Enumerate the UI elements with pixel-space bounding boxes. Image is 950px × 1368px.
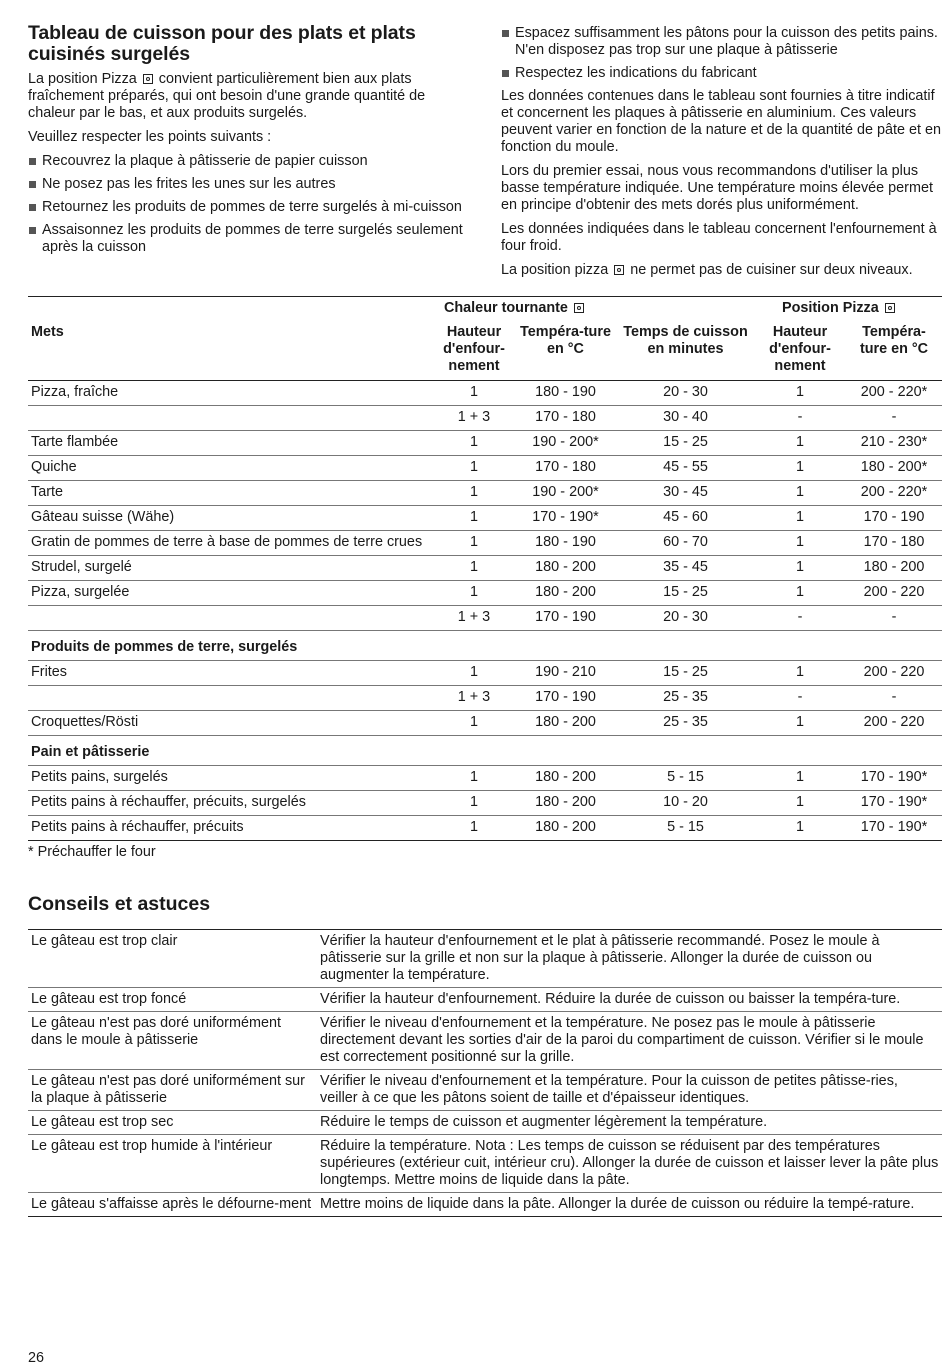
cell-hauteur: 1 + 3 (434, 606, 514, 631)
pizza-note-end: ne permet pas de cuisiner sur deux niveaux. (630, 262, 913, 278)
document-page (28, 22, 942, 1217)
tip-row (28, 988, 942, 1012)
cell-temperature: 170 - 180 (514, 456, 617, 481)
cell-temperature-pizza: 200 - 220 (846, 711, 942, 736)
table-row (28, 381, 942, 406)
cooking-table-body (28, 381, 942, 841)
cell-temperature-pizza: 200 - 220* (846, 381, 942, 406)
col-temperature-pizza: Tempéra-ture en °C (846, 321, 942, 381)
pizza-note (501, 262, 942, 279)
tip-solution: Mettre moins de liquide dans la pâte. Allonger la durée de cuisson ou réduire la tempé-rature. (317, 1193, 942, 1217)
tip-solution: Vérifier la hauteur d'enfournement et le plat à pâtisserie recommandé. Posez le moule à pâtisserie sur la grille et non sur la plaque à pâtisserie. Allonger la durée de cuisson ou augmenter la température. (317, 930, 942, 988)
cell-duree: 15 - 25 (617, 661, 754, 686)
tip-problem: Le gâteau est trop humide à l'intérieur (28, 1135, 317, 1193)
pizza-note-start: La position pizza (501, 262, 609, 278)
cell-hauteur-pizza: 1 (754, 381, 846, 406)
cell-hauteur-pizza: 1 (754, 661, 846, 686)
cell-temperature: 190 - 200* (514, 481, 617, 506)
tips-table (28, 929, 942, 1217)
col-temps-cuisson: Temps de cuisson en minutes (617, 321, 754, 381)
cell-mets: Petits pains à réchauffer, précuits (28, 816, 434, 841)
tip-solution: Réduire la température. Nota : Les temps de cuisson se réduisent par des températures supérieures (extérieur cuit, intérieur cru). Allonger la durée de cuisson et laisser lever la pâte plus longtemps. Mettre moins de liquide dans la pâte. (317, 1135, 942, 1193)
tip-row (28, 930, 942, 988)
section-heading: Produits de pommes de terre, surgelés (28, 631, 942, 661)
cell-hauteur-pizza: 1 (754, 766, 846, 791)
table-row (28, 556, 942, 581)
cell-hauteur: 1 (434, 481, 514, 506)
cell-mets: Croquettes/Rösti (28, 711, 434, 736)
info-paragraph: Les données indiquées dans le tableau concernent l'enfournement à four froid. (501, 221, 937, 254)
cell-hauteur-pizza: - (754, 606, 846, 631)
group-position-pizza (754, 297, 942, 322)
cell-temperature: 180 - 200 (514, 791, 617, 816)
cell-mets: Gâteau suisse (Wähe) (28, 506, 434, 531)
cell-temperature-pizza: 170 - 190* (846, 766, 942, 791)
cell-duree: 15 - 25 (617, 581, 754, 606)
cell-temperature: 170 - 180 (514, 406, 617, 431)
cell-duree: 30 - 40 (617, 406, 754, 431)
cell-temperature-pizza: 200 - 220 (846, 661, 942, 686)
bullet-item: Ne posez pas les frites les unes sur les autres (28, 176, 468, 193)
cell-mets: Gratin de pommes de terre à base de pommes de terre crues (28, 531, 434, 556)
section-heading: Pain et pâtisserie (28, 736, 942, 766)
cell-duree: 35 - 45 (617, 556, 754, 581)
group-header-row (28, 297, 942, 322)
tips-table-body (28, 930, 942, 1217)
cell-hauteur-pizza: - (754, 406, 846, 431)
cell-temperature-pizza: - (846, 406, 942, 431)
cell-temperature-pizza: - (846, 606, 942, 631)
cell-hauteur: 1 (434, 816, 514, 841)
table-row (28, 406, 942, 431)
cell-mets: Petits pains à réchauffer, précuits, surgelés (28, 791, 434, 816)
cell-duree: 45 - 60 (617, 506, 754, 531)
table-row (28, 606, 942, 631)
cell-hauteur: 1 (434, 581, 514, 606)
cell-duree: 15 - 25 (617, 431, 754, 456)
intro-paragraph-start: La position Pizza (28, 71, 137, 87)
cell-mets (28, 406, 434, 431)
cell-temperature-pizza: 170 - 190* (846, 791, 942, 816)
empty-header-cell (28, 297, 434, 322)
cell-mets: Tarte (28, 481, 434, 506)
tip-row (28, 1193, 942, 1217)
cell-temperature: 180 - 200 (514, 711, 617, 736)
cell-duree: 20 - 30 (617, 381, 754, 406)
cell-duree: 20 - 30 (617, 606, 754, 631)
table-row (28, 791, 942, 816)
cell-hauteur-pizza: 1 (754, 711, 846, 736)
cell-temperature-pizza: - (846, 686, 942, 711)
tip-row (28, 1012, 942, 1070)
group-pizza-label: Position Pizza (782, 300, 879, 316)
pizza-position-icon (614, 265, 624, 275)
cell-temperature-pizza: 170 - 190* (846, 816, 942, 841)
section-row (28, 631, 942, 661)
cell-hauteur: 1 (434, 791, 514, 816)
tip-problem: Le gâteau est trop clair (28, 930, 317, 988)
cell-duree: 60 - 70 (617, 531, 754, 556)
right-paragraphs (501, 88, 942, 255)
tip-solution: Vérifier le niveau d'enfournement et la température. Ne posez pas le moule à pâtisserie directement devant les sorties d'air de la paroi du compartiment de cuisson. Vérifier si le moule est correctement positionné sur la grille. (317, 1012, 942, 1070)
cell-temperature-pizza: 180 - 200 (846, 556, 942, 581)
intro-section (28, 22, 942, 286)
group-chaleur-tournante (434, 297, 754, 322)
cell-hauteur: 1 (434, 556, 514, 581)
intro-paragraph-end: convient particulièrement bien aux plats fraîchement préparés, qui ont besoin d'une grande quantité de chaleur par le bas, et aux produits surgelés. (28, 71, 426, 121)
tip-row (28, 1070, 942, 1111)
cell-temperature: 170 - 190 (514, 686, 617, 711)
cell-hauteur-pizza: 1 (754, 431, 846, 456)
cell-duree: 5 - 15 (617, 816, 754, 841)
intro-left-column (28, 22, 468, 286)
cell-temperature: 180 - 200 (514, 556, 617, 581)
cell-temperature: 180 - 200 (514, 816, 617, 841)
table-row (28, 431, 942, 456)
cell-hauteur: 1 (434, 431, 514, 456)
tip-solution: Vérifier la hauteur d'enfournement. Réduire la durée de cuisson ou baisser la tempéra-ture. (317, 988, 942, 1012)
pizza-position-icon (885, 303, 895, 313)
cell-temperature: 170 - 190 (514, 606, 617, 631)
cell-hauteur: 1 (434, 711, 514, 736)
table-row (28, 816, 942, 841)
cell-mets: Frites (28, 661, 434, 686)
cell-mets: Strudel, surgelé (28, 556, 434, 581)
intro-right-column (501, 22, 942, 286)
tip-problem: Le gâteau n'est pas doré uniformément dans le moule à pâtisserie (28, 1012, 317, 1070)
cell-temperature-pizza: 180 - 200* (846, 456, 942, 481)
cell-temperature: 190 - 210 (514, 661, 617, 686)
cell-hauteur: 1 (434, 661, 514, 686)
cell-duree: 45 - 55 (617, 456, 754, 481)
cell-hauteur: 1 (434, 766, 514, 791)
bullet-item: Retournez les produits de pommes de terre surgelés à mi-cuisson (28, 199, 468, 216)
intro-paragraph (28, 71, 468, 122)
page-number: 26 (28, 1350, 45, 1366)
cell-temperature: 180 - 190 (514, 531, 617, 556)
table-row (28, 481, 942, 506)
col-hauteur: Hauteur d'enfour-nement (434, 321, 514, 381)
cell-hauteur-pizza: 1 (754, 481, 846, 506)
cell-temperature: 180 - 200 (514, 766, 617, 791)
cell-mets: Petits pains, surgelés (28, 766, 434, 791)
cell-mets (28, 606, 434, 631)
bullet-item: Assaisonnez les produits de pommes de terre surgelés seulement après la cuisson (28, 222, 468, 256)
cell-duree: 5 - 15 (617, 766, 754, 791)
cell-hauteur: 1 (434, 381, 514, 406)
cell-duree: 25 - 35 (617, 711, 754, 736)
cell-mets: Quiche (28, 456, 434, 481)
col-temperature: Tempéra-ture en °C (514, 321, 617, 381)
page-title: Tableau de cuisson pour des plats et plats cuisinés surgelés (28, 22, 416, 65)
cell-hauteur-pizza: 1 (754, 506, 846, 531)
cell-temperature: 170 - 190* (514, 506, 617, 531)
group-chaleur-label: Chaleur tournante (444, 300, 568, 316)
tip-problem: Le gâteau n'est pas doré uniformément sur la plaque à pâtisserie (28, 1070, 317, 1111)
info-paragraph: Lors du premier essai, nous vous recommandons d'utiliser la plus basse température indiquée. Une température moins élevée permet en principe d'obtenir des mets dorés plus uniformément. (501, 163, 933, 213)
tips-title: Conseils et astuces (28, 893, 211, 915)
tip-solution: Réduire le temps de cuisson et augmenter légèrement la température. (317, 1111, 942, 1135)
cooking-table (28, 296, 942, 841)
cell-hauteur: 1 + 3 (434, 406, 514, 431)
bullet-item: Espacez suffisamment les pâtons pour la cuisson des petits pains. N'en disposez pas trop sur une plaque à pâtisserie (501, 25, 942, 59)
column-header-row (28, 321, 942, 381)
bullet-item: Recouvrez la plaque à pâtisserie de papier cuisson (28, 153, 468, 170)
cell-temperature-pizza: 200 - 220 (846, 581, 942, 606)
cell-hauteur: 1 (434, 506, 514, 531)
col-mets: Mets (28, 321, 434, 381)
tip-row (28, 1135, 942, 1193)
tip-problem: Le gâteau est trop foncé (28, 988, 317, 1012)
cell-hauteur-pizza: 1 (754, 456, 846, 481)
cell-mets (28, 686, 434, 711)
bullet-list-right (501, 25, 942, 82)
cell-hauteur: 1 (434, 456, 514, 481)
section-row (28, 736, 942, 766)
cell-hauteur: 1 (434, 531, 514, 556)
cell-duree: 25 - 35 (617, 686, 754, 711)
bullet-item: Respectez les indications du fabricant (501, 65, 942, 82)
cell-hauteur-pizza: 1 (754, 816, 846, 841)
cell-mets: Tarte flambée (28, 431, 434, 456)
tip-solution: Vérifier le niveau d'enfournement et la température. Pour la cuisson de petites pâtisse-ries, veiller à ce que les pâtons soient de taille et d'épaisseur identiques. (317, 1070, 942, 1111)
cell-duree: 30 - 45 (617, 481, 754, 506)
tip-row (28, 1111, 942, 1135)
cell-mets: Pizza, fraîche (28, 381, 434, 406)
cell-temperature: 190 - 200* (514, 431, 617, 456)
table-row (28, 686, 942, 711)
cell-temperature: 180 - 190 (514, 381, 617, 406)
info-paragraph: Les données contenues dans le tableau sont fournies à titre indicatif et concernent les plaques à pâtisserie en aluminium. Ces valeurs peuvent varier en fonction de la nature et de la quantité de pâte et en fonction du moule. (501, 88, 942, 155)
table-row (28, 506, 942, 531)
cell-hauteur-pizza: - (754, 686, 846, 711)
table-row (28, 531, 942, 556)
table-row (28, 456, 942, 481)
cell-hauteur-pizza: 1 (754, 556, 846, 581)
cell-temperature-pizza: 210 - 230* (846, 431, 942, 456)
cell-hauteur: 1 + 3 (434, 686, 514, 711)
pizza-position-icon (143, 74, 153, 84)
cell-temperature-pizza: 170 - 190 (846, 506, 942, 531)
cell-duree: 10 - 20 (617, 791, 754, 816)
table-row (28, 661, 942, 686)
instructions-lead: Veuillez respecter les points suivants : (28, 129, 272, 145)
table-row (28, 581, 942, 606)
col-hauteur-pizza: Hauteur d'enfour-nement (754, 321, 846, 381)
cell-hauteur-pizza: 1 (754, 581, 846, 606)
cell-temperature: 180 - 200 (514, 581, 617, 606)
fan-heat-icon (574, 303, 584, 313)
cell-hauteur-pizza: 1 (754, 531, 846, 556)
tip-problem: Le gâteau est trop sec (28, 1111, 317, 1135)
tip-problem: Le gâteau s'affaisse après le défourne-ment (28, 1193, 317, 1217)
cell-hauteur-pizza: 1 (754, 791, 846, 816)
table-row (28, 711, 942, 736)
table-row (28, 766, 942, 791)
bullet-list-left (28, 153, 468, 256)
cell-temperature-pizza: 200 - 220* (846, 481, 942, 506)
cell-temperature-pizza: 170 - 180 (846, 531, 942, 556)
cell-mets: Pizza, surgelée (28, 581, 434, 606)
footnote: * Préchauffer le four (28, 844, 156, 860)
